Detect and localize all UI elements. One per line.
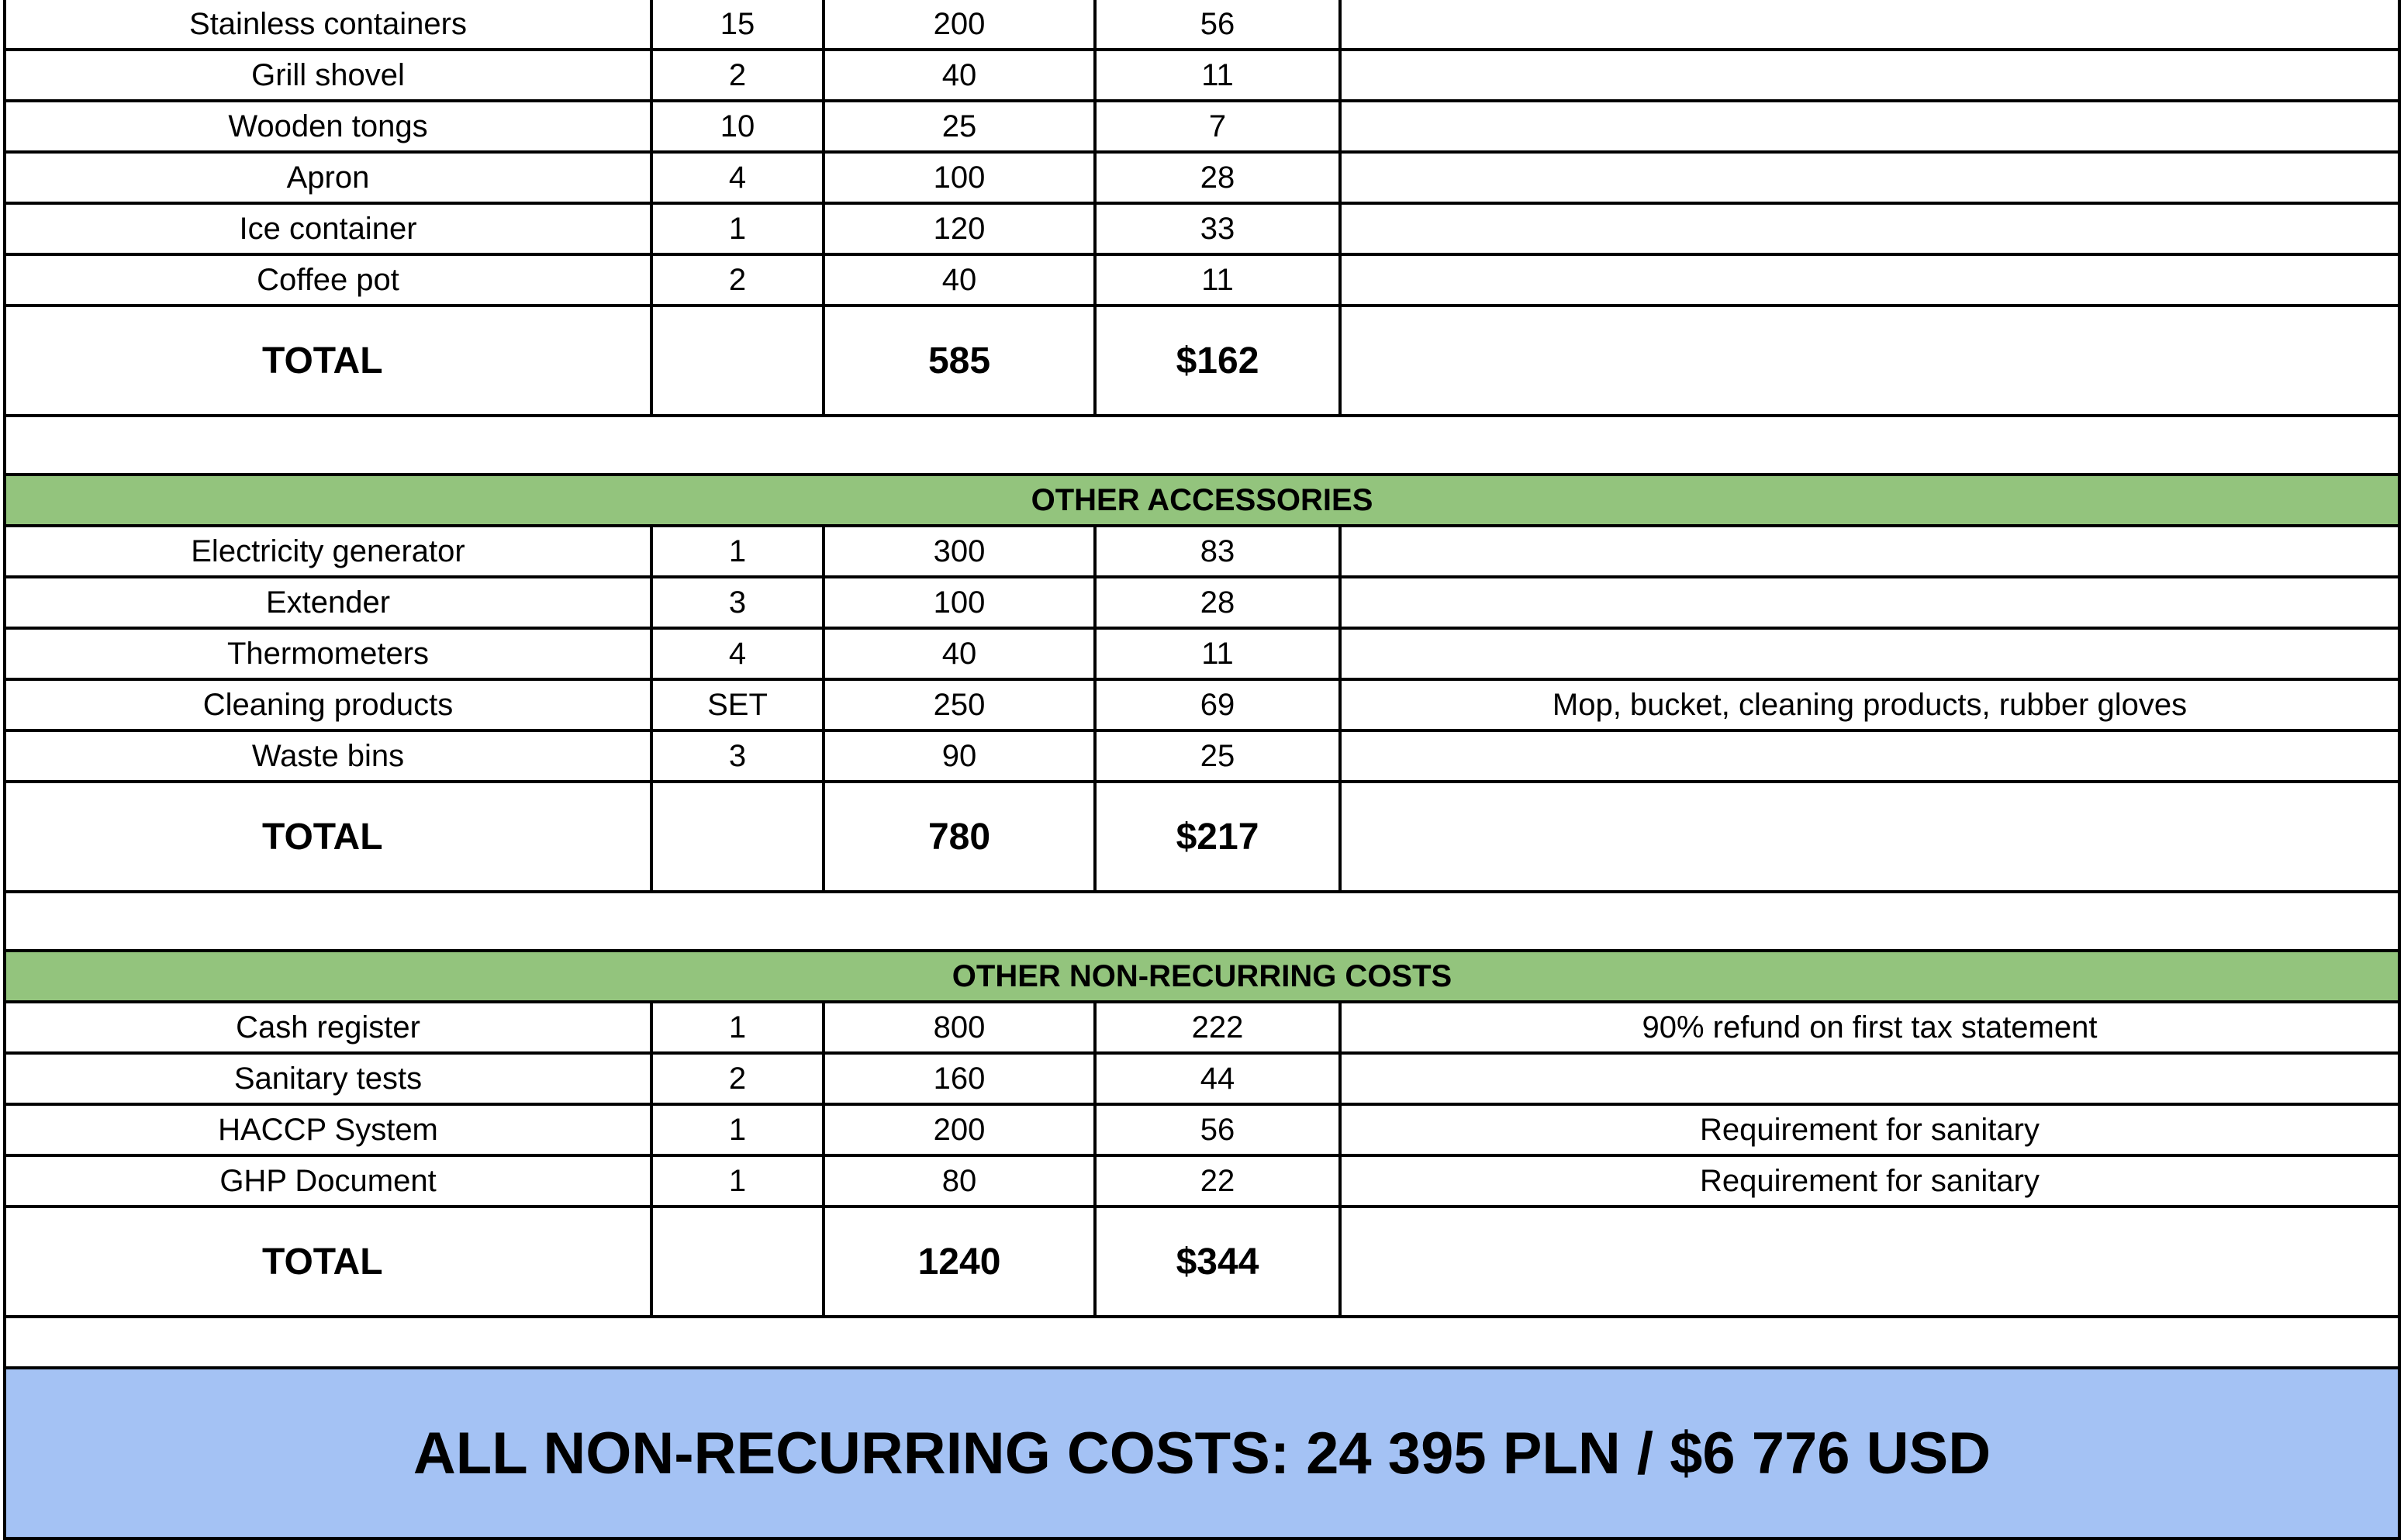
pln-cell: 120 [825,205,1097,253]
pln-cell: 250 [825,681,1097,729]
usd-cell: 25 [1097,732,1342,780]
quantity-cell: 1 [653,1157,825,1205]
pln-cell: 300 [825,527,1097,575]
section-header: OTHER ACCESSORIES [3,476,2401,527]
note-cell: Requirement for sanitary [1342,1157,2401,1205]
pln-cell: 200 [825,1106,1097,1154]
usd-cell: $162 [1097,307,1342,414]
pln-cell: 160 [825,1055,1097,1103]
note-cell [1342,154,2401,202]
table-row [3,1003,2401,1055]
note-cell [1342,51,2401,99]
item-name-cell: TOTAL [3,307,653,414]
total-row [3,783,2401,893]
item-name-cell: TOTAL [3,1208,653,1315]
quantity-cell: 3 [653,732,825,780]
item-name-cell: Cleaning products [3,681,653,729]
pln-cell: 40 [825,51,1097,99]
quantity-cell: 1 [653,527,825,575]
note-cell [1342,256,2401,304]
section-header: OTHER NON-RECURRING COSTS [3,952,2401,1003]
usd-cell: 56 [1097,1106,1342,1154]
note-cell [1342,783,2401,890]
usd-cell: 33 [1097,205,1342,253]
note-cell [1342,1208,2401,1315]
table-row [3,51,2401,102]
item-name-cell: Extender [3,578,653,627]
note-cell: 90% refund on first tax statement [1342,1003,2401,1051]
table-row [3,102,2401,154]
table-row [3,578,2401,630]
table-row [3,527,2401,578]
pln-cell: 40 [825,256,1097,304]
quantity-cell: 2 [653,256,825,304]
table-row [3,0,2401,51]
item-name-cell: TOTAL [3,783,653,890]
usd-cell: 56 [1097,0,1342,48]
usd-cell: $217 [1097,783,1342,890]
usd-cell: 22 [1097,1157,1342,1205]
note-cell [1342,102,2401,150]
pln-cell: 200 [825,0,1097,48]
cost-spreadsheet [3,0,2401,1526]
item-name-cell: Sanitary tests [3,1055,653,1103]
pln-cell: 90 [825,732,1097,780]
table-row [3,1157,2401,1208]
item-name-cell: Wooden tongs [3,102,653,150]
quantity-cell: 2 [653,1055,825,1103]
usd-cell: 28 [1097,578,1342,627]
item-name-cell: Grill shovel [3,51,653,99]
usd-cell: 7 [1097,102,1342,150]
quantity-cell: 1 [653,205,825,253]
item-name-cell: Apron [3,154,653,202]
note-cell [1342,578,2401,627]
blank-row [3,893,2401,952]
usd-cell: 11 [1097,630,1342,678]
note-cell: Mop, bucket, cleaning products, rubber gloves [1342,681,2401,729]
pln-cell: 780 [825,783,1097,890]
item-name-cell: HACCP System [3,1106,653,1154]
pln-cell: 100 [825,578,1097,627]
usd-cell: $344 [1097,1208,1342,1315]
table-row [3,256,2401,307]
pln-cell: 1240 [825,1208,1097,1315]
note-cell: Requirement for sanitary [1342,1106,2401,1154]
quantity-cell [653,307,825,414]
usd-cell: 83 [1097,527,1342,575]
pln-cell: 80 [825,1157,1097,1205]
note-cell [1342,205,2401,253]
quantity-cell: 10 [653,102,825,150]
quantity-cell [653,783,825,890]
pln-cell: 40 [825,630,1097,678]
table-row [3,1106,2401,1157]
pln-cell: 25 [825,102,1097,150]
note-cell [1342,630,2401,678]
table-row [3,630,2401,681]
item-name-cell: Coffee pot [3,256,653,304]
usd-cell: 11 [1097,51,1342,99]
total-row [3,1208,2401,1318]
usd-cell: 11 [1097,256,1342,304]
quantity-cell: 3 [653,578,825,627]
note-cell [1342,1055,2401,1103]
item-name-cell: Stainless containers [3,0,653,48]
item-name-cell: Electricity generator [3,527,653,575]
table-row [3,732,2401,783]
blank-row [3,1318,2401,1369]
table-row [3,154,2401,205]
usd-cell: 28 [1097,154,1342,202]
item-name-cell: GHP Document [3,1157,653,1205]
quantity-cell: 4 [653,154,825,202]
quantity-cell: 1 [653,1106,825,1154]
table-row [3,681,2401,732]
quantity-cell: SET [653,681,825,729]
item-name-cell: Thermometers [3,630,653,678]
usd-cell: 69 [1097,681,1342,729]
table-row [3,205,2401,256]
blank-row [3,417,2401,476]
note-cell [1342,307,2401,414]
item-name-cell: Cash register [3,1003,653,1051]
quantity-cell [653,1208,825,1315]
pln-cell: 800 [825,1003,1097,1051]
total-row [3,307,2401,417]
quantity-cell: 1 [653,1003,825,1051]
note-cell [1342,527,2401,575]
item-name-cell: Ice container [3,205,653,253]
pln-cell: 585 [825,307,1097,414]
usd-cell: 44 [1097,1055,1342,1103]
usd-cell: 222 [1097,1003,1342,1051]
pln-cell: 100 [825,154,1097,202]
grand-total-banner: ALL NON-RECURRING COSTS: 24 395 PLN / $6 776 USD [3,1369,2401,1540]
note-cell [1342,0,2401,48]
quantity-cell: 2 [653,51,825,99]
quantity-cell: 4 [653,630,825,678]
quantity-cell: 15 [653,0,825,48]
note-cell [1342,732,2401,780]
table-row [3,1055,2401,1106]
item-name-cell: Waste bins [3,732,653,780]
